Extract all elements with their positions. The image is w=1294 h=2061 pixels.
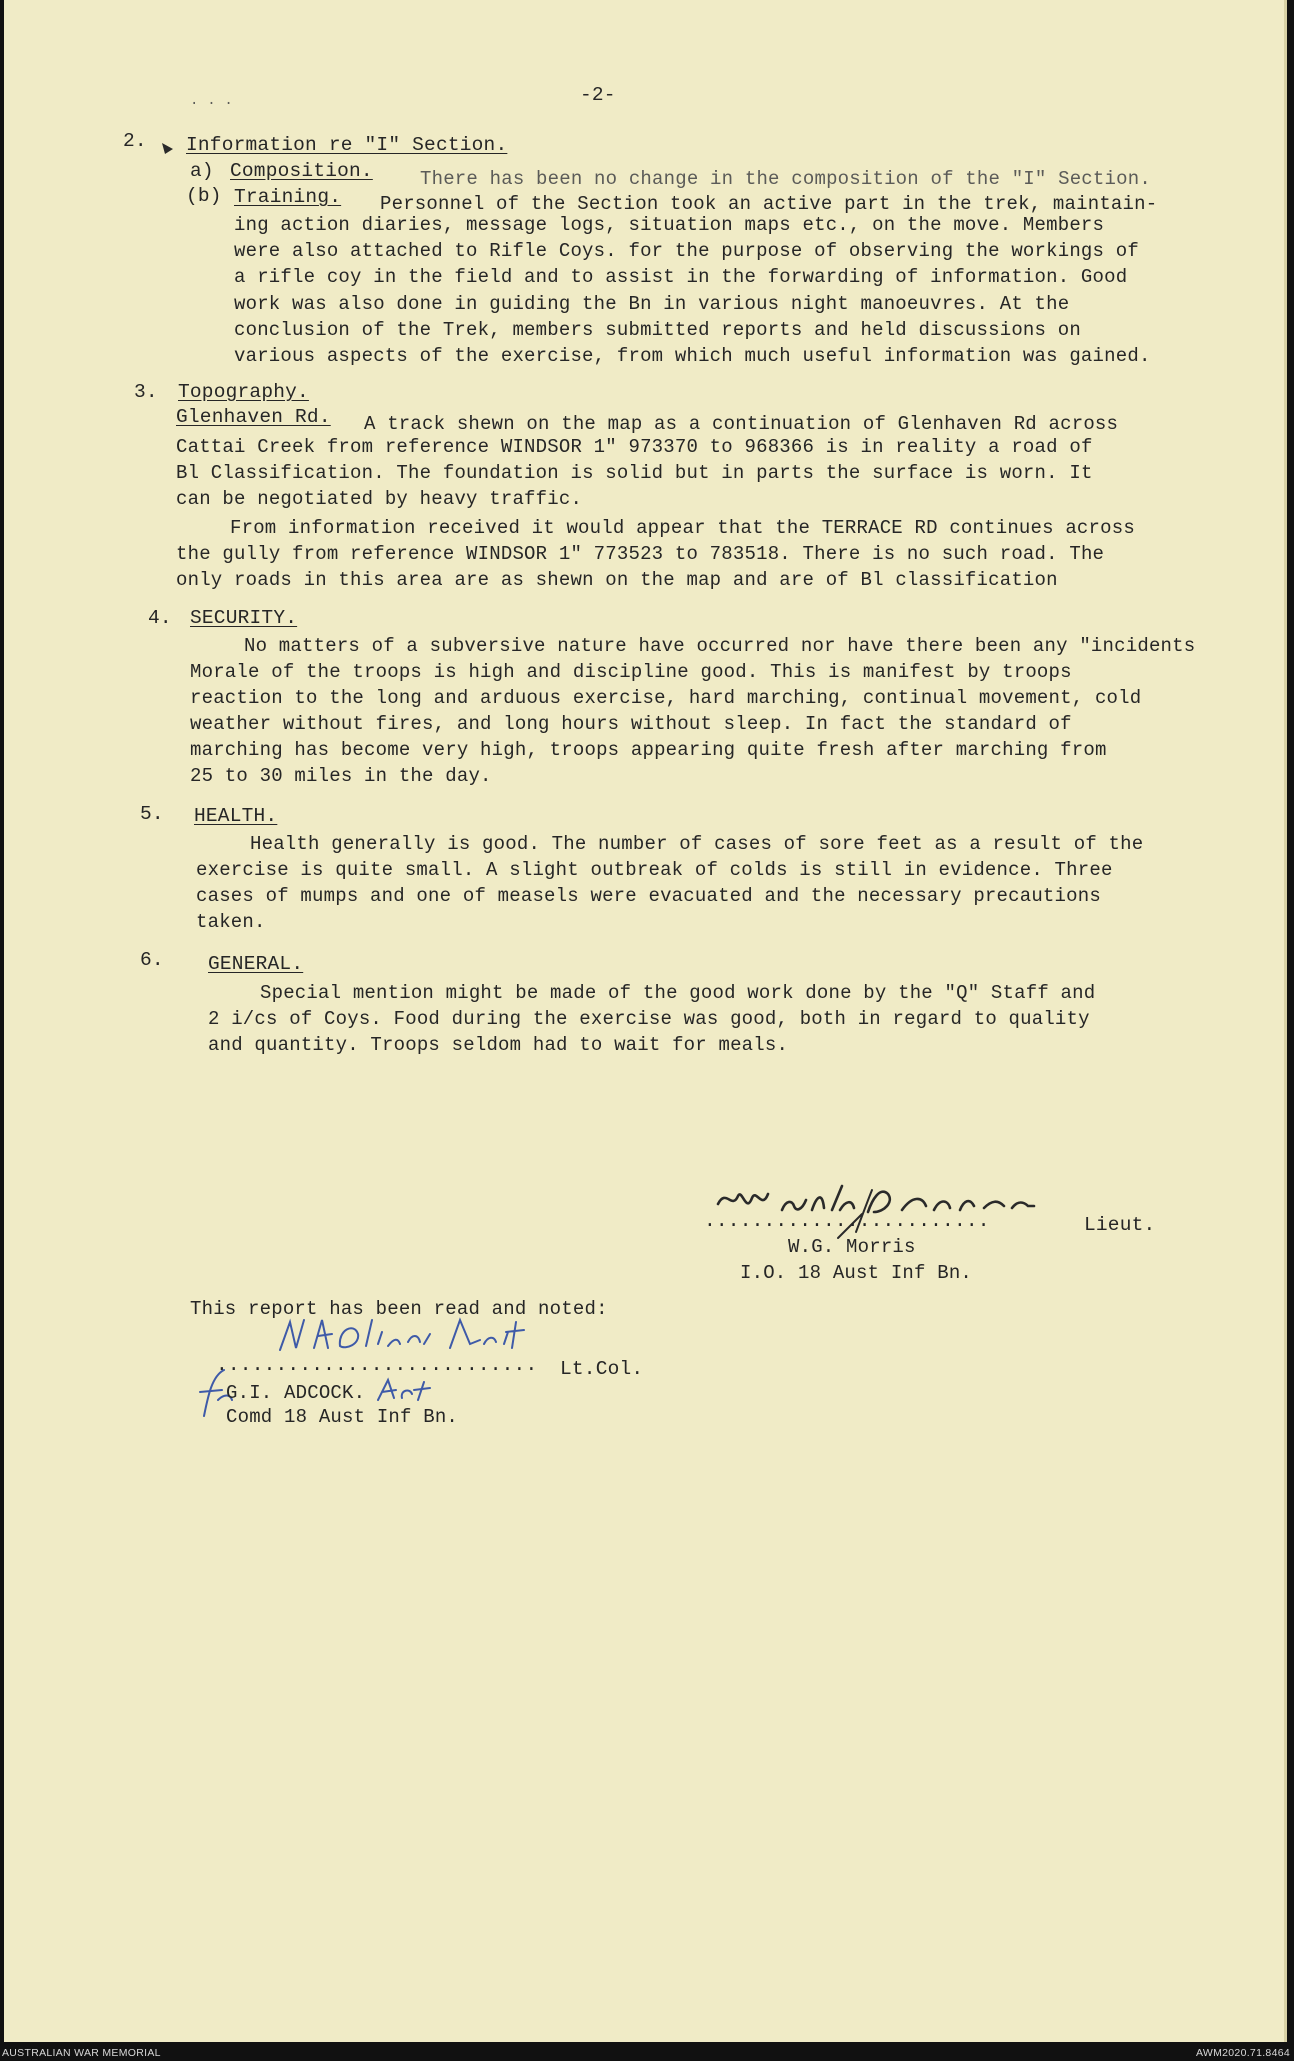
item-title: Composition. — [230, 160, 373, 182]
signatory-name: W.G. Morris — [788, 1236, 916, 1258]
paragraph-line: From information received it would appear that the TERRACE RD continues across — [230, 517, 1135, 539]
section-heading: GENERAL. — [208, 953, 304, 975]
page-number: -2- — [580, 84, 616, 106]
paragraph-line: Cattai Creek from reference WINDSOR 1" 973370 to 968366 is in reality a road of — [176, 436, 1093, 458]
paragraph-line: can be negotiated by heavy traffic. — [176, 488, 583, 510]
endorsing-name: G.I. ADCOCK. — [226, 1382, 366, 1404]
document-page — [4, 0, 1287, 2042]
section-heading: HEALTH. — [194, 805, 278, 827]
section-heading: Topography. — [178, 381, 309, 403]
footer-archive-name: AUSTRALIAN WAR MEMORIAL — [2, 2047, 161, 2059]
endorsing-appointment: Comd 18 Aust Inf Bn. — [226, 1406, 459, 1428]
footer-archive-reference: AWM2020.71.8464 — [1195, 2047, 1290, 2059]
endorsement-intro: This report has been read and noted: — [190, 1298, 608, 1320]
paragraph-line: reaction to the long and arduous exercise, hard marching, continual movement, cold — [190, 687, 1142, 709]
paragraph-line: Morale of the troops is high and discipline good. This is manifest by troops — [190, 661, 1072, 683]
item-text: There has been no change in the composition of the "I" Section. — [420, 168, 1151, 190]
paragraph-line: 25 to 30 miles in the day. — [190, 765, 492, 787]
signatory-appointment: I.O. 18 Aust Inf Bn. — [740, 1262, 973, 1284]
endorsement-dots: ........................... — [216, 1354, 538, 1376]
paragraph-line: were also attached to Rifle Coys. for the purpose of observing the workings of — [234, 240, 1139, 262]
item-title: Training. — [234, 186, 342, 208]
paragraph-line: a rifle coy in the field and to assist in the forwarding of information. Good — [234, 266, 1128, 288]
item-marker: a) — [190, 160, 214, 182]
paragraph-line: cases of mumps and one of measels were evacuated and the necessary precautions — [196, 885, 1101, 907]
endorsing-rank: Lt.Col. — [560, 1358, 644, 1380]
paragraph-line: marching has become very high, troops appearing quite fresh after marching from — [190, 739, 1107, 761]
paragraph-line: Special mention might be made of the good work done by the "Q" Staff and — [260, 982, 1096, 1004]
item-marker: (b) — [186, 185, 222, 207]
paragraph-line: No matters of a subversive nature have occurred nor have there been any "incidents — [244, 635, 1196, 657]
signature-dots: ........................ — [704, 1210, 990, 1232]
signatory-rank: Lieut. — [1084, 1214, 1156, 1236]
item-text: Personnel of the Section took an active part in the trek, maintain- — [380, 193, 1158, 215]
section-number: 3. — [134, 381, 158, 403]
section-number: 2. — [123, 130, 147, 152]
section-number: 5. — [140, 803, 164, 825]
section-number: 6. — [140, 949, 164, 971]
paragraph-line: conclusion of the Trek, members submitted reports and held discussions on — [234, 319, 1081, 341]
paragraph-line: various aspects of the exercise, from which much useful information was gained. — [234, 345, 1151, 367]
corner-dots: . . . — [190, 93, 234, 109]
paragraph-line: only roads in this area are as shewn on the map and are of Bl classification — [176, 569, 1058, 591]
paragraph-line: ing action diaries, message logs, situation maps etc., on the move. Members — [234, 214, 1105, 236]
paragraph-line: 2 i/cs of Coys. Food during the exercise was good, both in regard to quality — [208, 1008, 1090, 1030]
section-heading: SECURITY. — [190, 607, 298, 629]
paragraph-line: A track shewn on the map as a continuation of Glenhaven Rd across — [364, 413, 1119, 435]
page-edge — [1284, 0, 1287, 2042]
section-heading: Information re "I" Section. — [186, 134, 508, 156]
paragraph-line: weather without fires, and long hours without sleep. In fact the standard of — [190, 713, 1072, 735]
bullet-mark-icon — [160, 140, 176, 156]
section-number: 4. — [148, 607, 172, 629]
subheading: Glenhaven Rd. — [176, 406, 331, 428]
paragraph-line: and quantity. Troops seldom had to wait for meals. — [208, 1034, 789, 1056]
paragraph-line: taken. — [196, 911, 266, 933]
paragraph-line: exercise is quite small. A slight outbreak of colds is still in evidence. Three — [196, 859, 1113, 881]
paragraph-line: Health generally is good. The number of cases of sore feet as a result of the — [250, 833, 1144, 855]
paragraph-line: the gully from reference WINDSOR 1" 773523 to 783518. There is no such road. The — [176, 543, 1105, 565]
acting-handwriting — [374, 1376, 436, 1406]
paragraph-line: Bl Classification. The foundation is solid but in parts the surface is worn. It — [176, 462, 1093, 484]
paragraph-line: work was also done in guiding the Bn in various night manoeuvres. At the — [234, 293, 1070, 315]
